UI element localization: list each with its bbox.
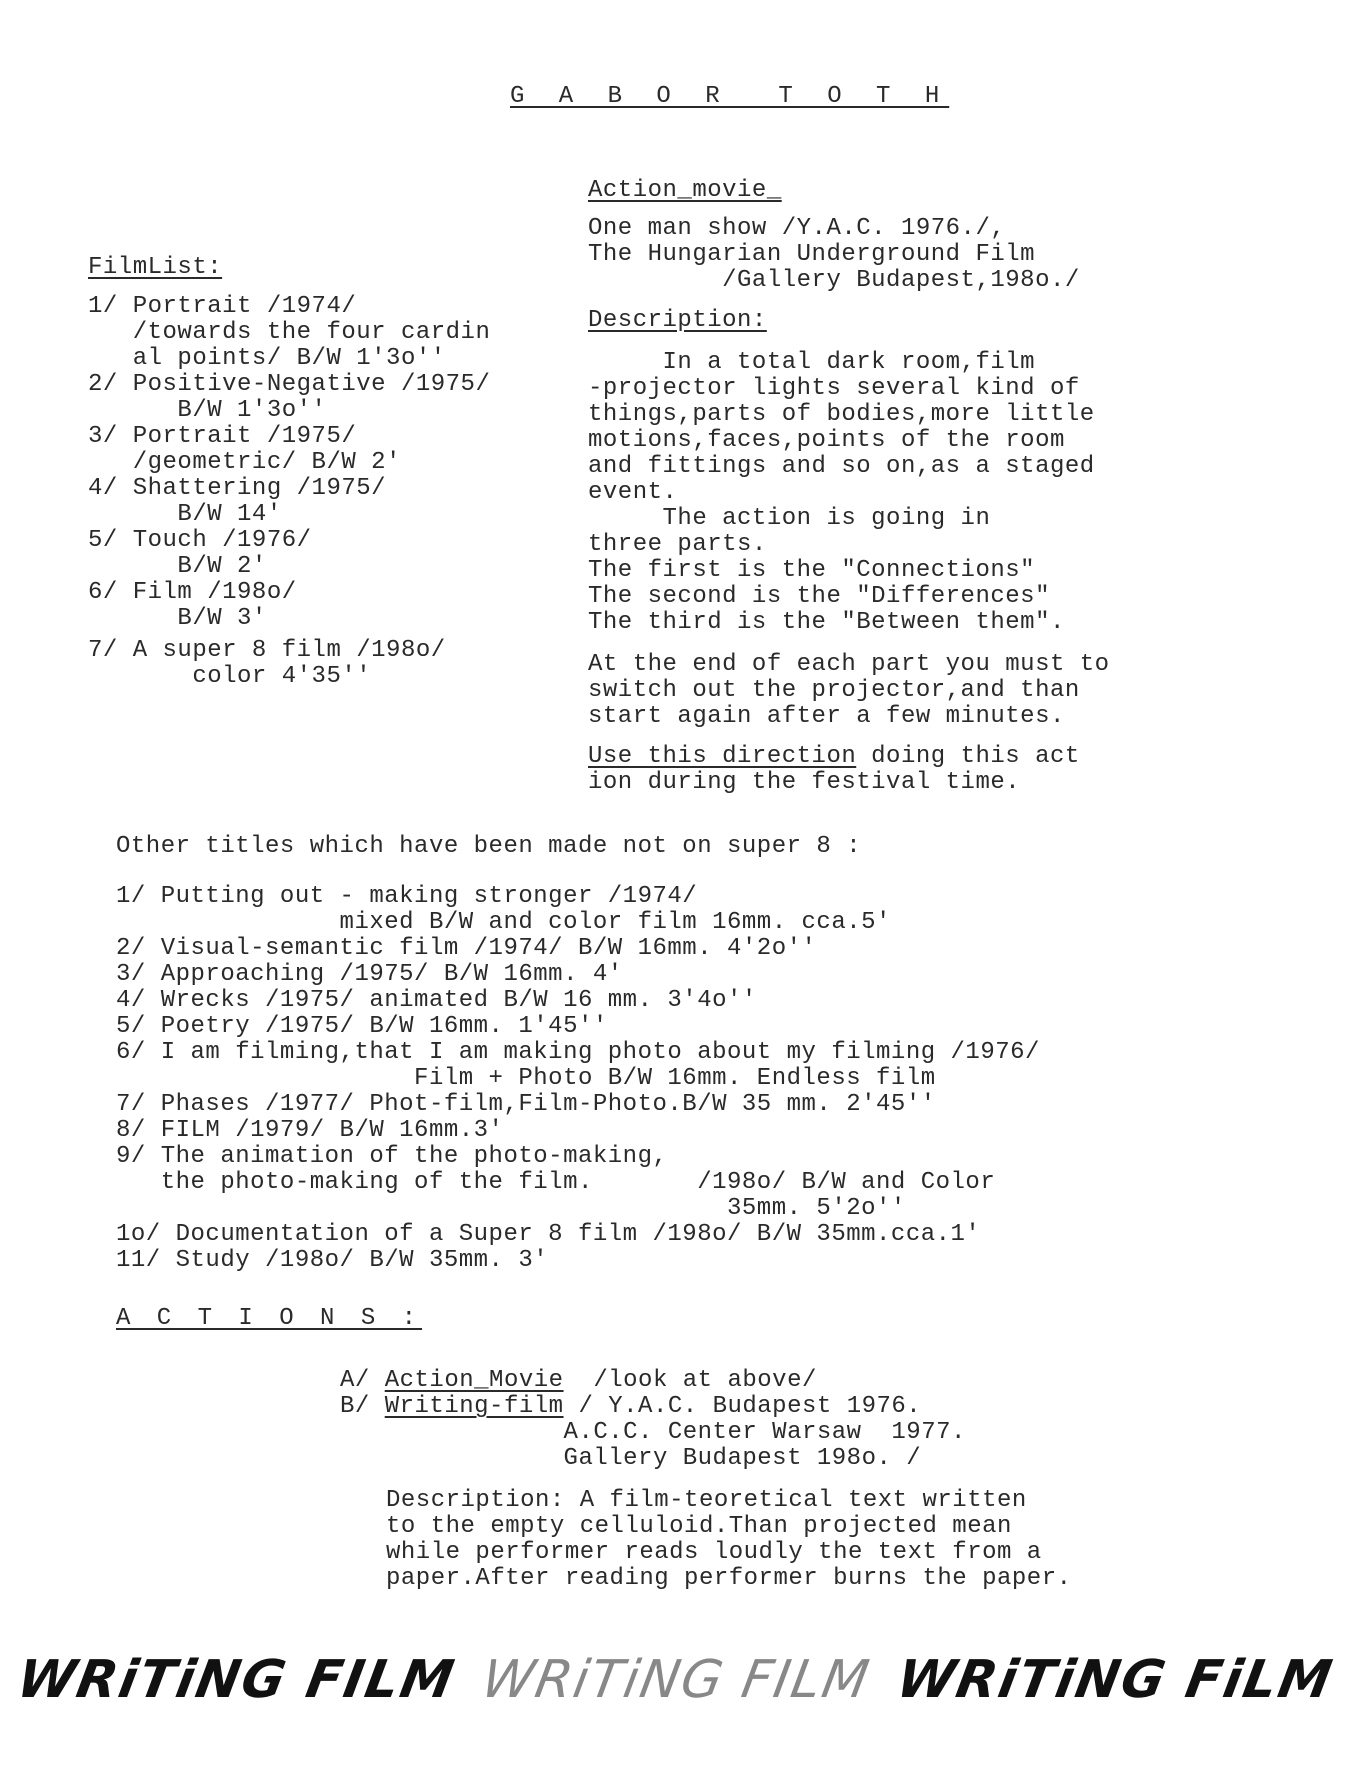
direction-underlined: Use this direction [588, 743, 857, 770]
end-note-line: switch out the projector,and than [588, 677, 1080, 704]
description-line: three parts. [588, 531, 767, 558]
description-line: and fittings and so on,as a staged [588, 453, 1095, 480]
direction-line [588, 744, 1080, 770]
action-b-line: Gallery Budapest 198o. / [340, 1445, 922, 1472]
end-note-line: At the end of each part you must to [588, 651, 1110, 678]
filmlist-line: 3/ Portrait /1975/ [88, 423, 357, 450]
description-line: In a total dark room,film [588, 349, 1036, 376]
actions-description-line: while performer reads loudly the text from a [386, 1539, 1042, 1566]
other-title-line: Film + Photo B/W 16mm. Endless film [116, 1065, 936, 1092]
action-b-line: A.C.C. Center Warsaw 1977. [340, 1419, 966, 1446]
other-title-line: 9/ The animation of the photo-making, [116, 1143, 668, 1170]
actions-description-line: paper.After reading performer burns the paper. [386, 1565, 1072, 1592]
show-line: One man show /Y.A.C. 1976./, [588, 215, 1006, 242]
handwriting-2: WRiTiNG FILM [477, 1650, 875, 1710]
end-note-line: start again after a few minutes. [588, 703, 1065, 730]
filmlist-line: 1/ Portrait /1974/ [88, 293, 357, 320]
other-title-line: 5/ Poetry /1975/ B/W 16mm. 1'45'' [116, 1013, 608, 1040]
filmlist-line: B/W 3' [88, 605, 267, 632]
filmlist-line: 2/ Positive-Negative /1975/ [88, 371, 491, 398]
description-line: things,parts of bodies,more little [588, 401, 1095, 428]
show-line: /Gallery Budapest,198o./ [588, 267, 1080, 294]
filmlist-heading: FilmList: [88, 254, 223, 281]
other-title-line: 4/ Wrecks /1975/ animated B/W 16 mm. 3'4o'' [116, 987, 757, 1014]
action-b [340, 1394, 921, 1420]
description-line: The third is the "Between them". [588, 609, 1065, 636]
filmlist-line: 4/ Shattering /1975/ [88, 475, 387, 502]
description-heading: Description: [588, 307, 767, 334]
other-title-line: 1/ Putting out - making stronger /1974/ [116, 883, 698, 910]
handwriting-3: WRiTiNG FiLM [892, 1650, 1338, 1710]
actions-heading: A C T I O N S : [116, 1305, 423, 1332]
filmlist-line: /towards the four cardin [88, 319, 491, 346]
description-line: The first is the "Connections" [588, 557, 1036, 584]
handwriting-1: WRiTiNG FILM [12, 1650, 460, 1710]
other-title-line: 2/ Visual-semantic film /1974/ B/W 16mm. 4'2o'' [116, 935, 817, 962]
other-title-line: 8/ FILM /1979/ B/W 16mm.3' [116, 1117, 504, 1144]
filmlist-line: 7/ A super 8 film /198o/ [88, 637, 446, 664]
filmlist-line: 5/ Touch /1976/ [88, 527, 312, 554]
action-b-title: Writing-film [384, 1393, 564, 1420]
description-line: The action is going in [588, 505, 991, 532]
page-title: G A B O R T O T H [510, 83, 950, 110]
actions-description-line: to the empty celluloid.Than projected mean [386, 1513, 1012, 1540]
other-title-line: the photo-making of the film. /198o/ B/W and Color [116, 1169, 996, 1196]
other-title-line: 3/ Approaching /1975/ B/W 16mm. 4' [116, 961, 623, 988]
other-title-line: 6/ I am filming,that I am making photo about my filming /1976/ [116, 1039, 1040, 1066]
action-movie-heading: Action_movie_ [588, 177, 782, 204]
filmlist-line: B/W 2' [88, 553, 267, 580]
filmlist-line: color 4'35'' [88, 663, 372, 690]
action-a-rest: /look at above/ [563, 1367, 817, 1394]
handwritten-signature [13, 1650, 1366, 1710]
direction-rest: doing this act [856, 743, 1080, 770]
other-title-line: 7/ Phases /1977/ Phot-film,Film-Photo.B/W 35 mm. 2'45'' [116, 1091, 936, 1118]
filmlist-line: al points/ B/W 1'3o'' [88, 345, 446, 372]
actions-description-line: Description: A film-teoretical text written [386, 1487, 1027, 1514]
other-title-line: mixed B/W and color film 16mm. cca.5' [116, 909, 891, 936]
description-line: -projector lights several kind of [588, 375, 1080, 402]
filmlist-line: 6/ Film /198o/ [88, 579, 297, 606]
action-b-rest: / Y.A.C. Budapest 1976. [563, 1393, 922, 1420]
description-line: The second is the "Differences" [588, 583, 1050, 610]
other-title-line: 35mm. 5'2o'' [116, 1195, 906, 1222]
show-line: The Hungarian Underground Film [588, 241, 1036, 268]
action-a [340, 1368, 817, 1394]
description-line: event. [588, 479, 678, 506]
other-title-line: 1o/ Documentation of a Super 8 film /198o/ B/W 35mm.cca.1' [116, 1221, 981, 1248]
action-a-title: Action_Movie [384, 1367, 564, 1394]
description-line: motions,faces,points of the room [588, 427, 1065, 454]
filmlist-line: B/W 1'3o'' [88, 397, 327, 424]
filmlist-line: /geometric/ B/W 2' [88, 449, 401, 476]
filmlist-line: B/W 14' [88, 501, 282, 528]
direction-line-2: ion during the festival time. [588, 769, 1021, 796]
other-title-line: 11/ Study /198o/ B/W 35mm. 3' [116, 1247, 549, 1274]
action-a-prefix: A/ [340, 1367, 385, 1394]
other-titles-heading: Other titles which have been made not on super 8 : [116, 833, 862, 860]
action-b-prefix: B/ [340, 1393, 385, 1420]
